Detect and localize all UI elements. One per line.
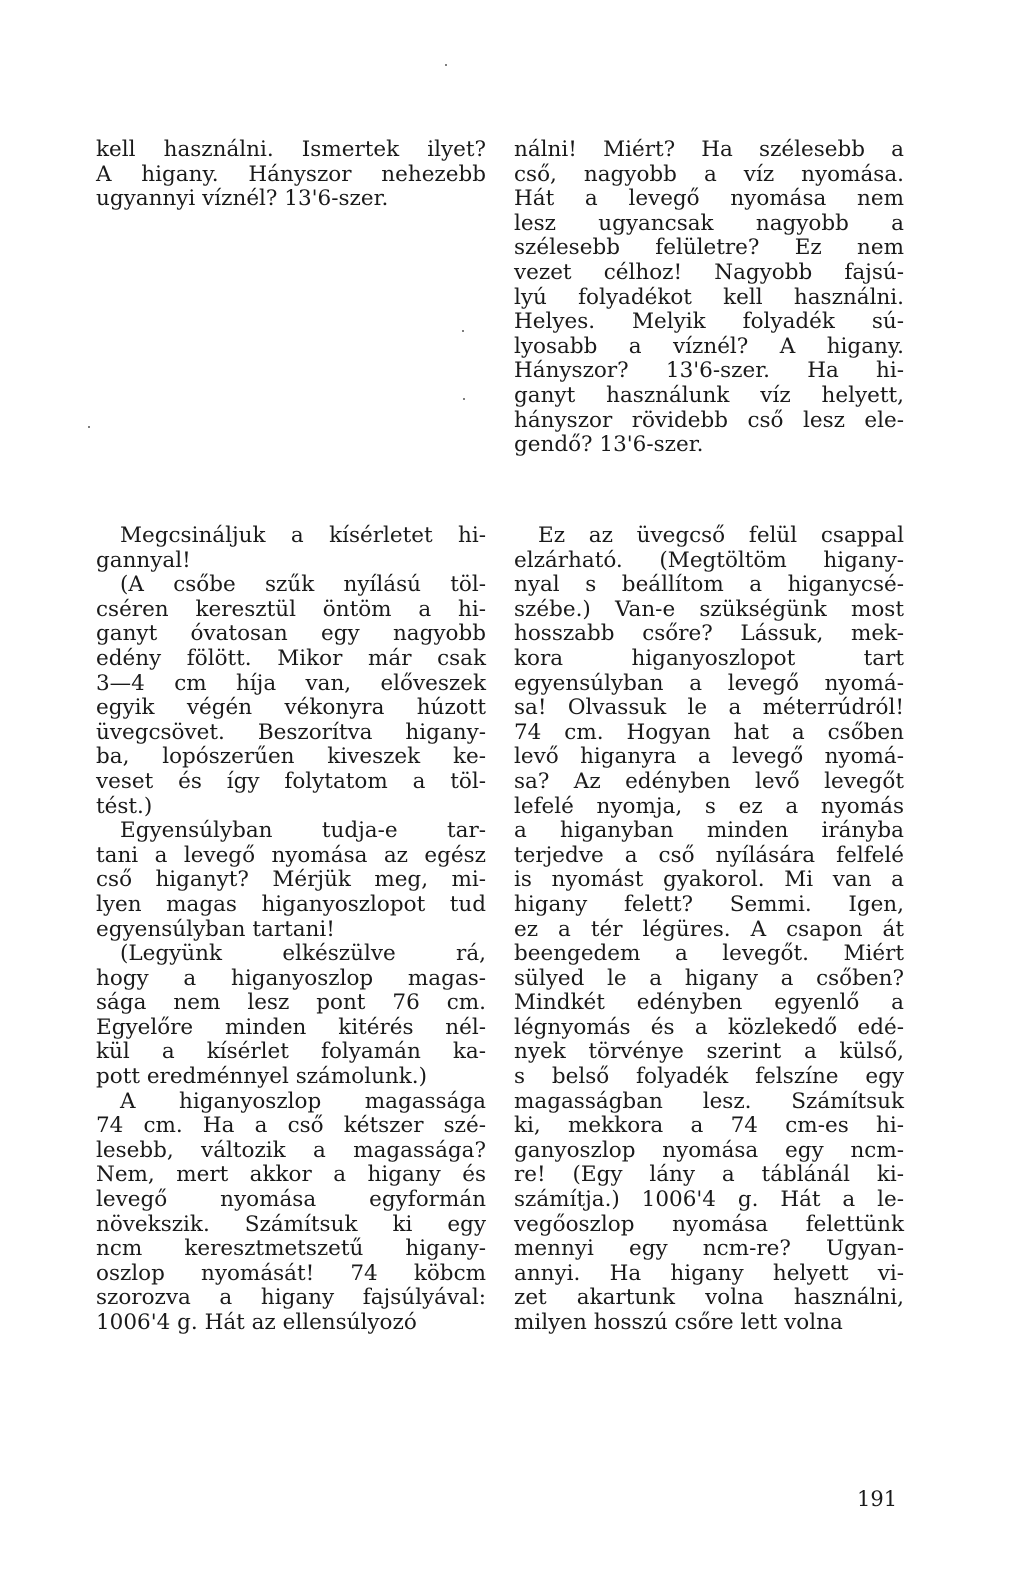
text-line: ganyt használunk víz helyett, xyxy=(514,382,904,408)
left-column-main xyxy=(96,524,486,1336)
right-column-main xyxy=(514,524,904,1336)
text-line: nyal s beállítom a higanycsé- xyxy=(514,572,904,598)
text-line: cséren keresztül öntöm a hi- xyxy=(96,596,486,622)
text-line: kell használni. Ismertek ilyet? xyxy=(96,137,486,162)
text-line: egyensúlyban tartani! xyxy=(96,916,335,942)
page-number: 191 xyxy=(857,1487,898,1511)
right-column-top xyxy=(514,138,904,458)
text-line: növekszik. Számítsuk ki egy xyxy=(96,1211,486,1237)
text-line: lesebb, változik a magassága? xyxy=(96,1137,486,1163)
text-line: oszlop nyomását! 74 köbcm xyxy=(96,1260,486,1286)
text-line: Helyes. Melyik folyadék sú- xyxy=(514,309,904,335)
text-line: sa! Olvassuk le a méterrúdról! xyxy=(514,695,904,721)
text-line: sülyed le a higany a csőben? xyxy=(514,965,904,991)
text-line: lyosabb a víznél? A higany. xyxy=(514,333,904,359)
text-line: ncm keresztmetszetű higany- xyxy=(96,1236,486,1262)
text-line: Mindkét edényben egyenlő a xyxy=(514,990,904,1016)
text-line: számítja.) 1006'4 g. Hát a le- xyxy=(514,1187,904,1213)
text-line: A higanyoszlop magassága xyxy=(120,1088,486,1114)
text-line: Ez az üvegcső felül csappal xyxy=(538,523,904,548)
text-line: mennyi egy ncm-re? Ugyan- xyxy=(514,1236,904,1262)
text-line: hosszabb csőre? Lássuk, mek- xyxy=(514,621,904,647)
text-line: ba, lopószerűen kiveszek ke- xyxy=(96,744,486,770)
text-line: higany felett? Semmi. Igen, xyxy=(514,891,904,917)
text-line: milyen hosszú csőre lett volna xyxy=(514,1310,843,1335)
text-line: levegő nyomása egyformán xyxy=(96,1187,486,1213)
text-line: kül a kísérlet folyamán ka- xyxy=(96,1039,486,1065)
text-line: s belső folyadék felszíne egy xyxy=(514,1064,904,1090)
text-line: cső, nagyobb a víz nyomása. xyxy=(514,161,904,187)
text-line: zet akartunk volna használni, xyxy=(514,1285,904,1311)
text-line: tani a levegő nyomása az egész xyxy=(96,842,486,868)
text-line: Hányszor? 13'6-szer. Ha hi- xyxy=(514,358,904,384)
text-line: szélesebb felületre? Ez nem xyxy=(514,235,904,261)
text-line: Megcsináljuk a kísérletet hi- xyxy=(120,523,486,548)
text-line: lesz ugyancsak nagyobb a xyxy=(514,210,904,236)
text-line: ganyoszlop nyomása egy ncm- xyxy=(514,1137,904,1163)
text-line: levő higanyra a levegő nyomá- xyxy=(514,744,904,770)
text-line: üvegcsövet. Beszorítva higany- xyxy=(96,719,486,745)
text-line: egyensúlyban a levegő nyomá- xyxy=(514,670,904,696)
text-line: cső higanyt? Mérjük meg, mi- xyxy=(96,867,486,893)
text-line: hogy a higanyoszlop magas- xyxy=(96,965,486,991)
text-line: ugyannyi víznél? 13'6-szer. xyxy=(96,186,389,212)
text-line: gendő? 13'6-szer. xyxy=(514,432,704,458)
text-line: egyik végén vékonyra húzott xyxy=(96,695,486,721)
text-line: ganyt óvatosan egy nagyobb xyxy=(96,621,486,647)
text-line: gannyal! xyxy=(96,547,191,573)
left-column-top xyxy=(96,138,486,212)
text-line: a higanyban minden irányba xyxy=(514,818,904,844)
text-line: lyen magas higanyoszlopot tud xyxy=(96,891,486,917)
text-line: A higany. Hányszor nehezebb xyxy=(96,161,486,187)
text-line: Hát a levegő nyomása nem xyxy=(514,186,904,212)
text-line: 74 cm. Ha a cső kétszer szé- xyxy=(96,1113,486,1139)
text-line: re! (Egy lány a táblánál ki- xyxy=(514,1162,904,1188)
text-line: szébe.) Van-e szükségünk most xyxy=(514,596,904,622)
text-line: is nyomást gyakorol. Mi van a xyxy=(514,867,904,893)
text-line: 1006'4 g. Hát az ellensúlyozó xyxy=(96,1310,417,1335)
text-line: 74 cm. Hogyan hat a csőben xyxy=(514,719,904,745)
text-line: annyi. Ha higany helyett vi- xyxy=(514,1260,904,1286)
text-line: ki, mekkora a 74 cm-es hi- xyxy=(514,1113,904,1139)
text-line: pott eredménnyel számolunk.) xyxy=(96,1064,428,1090)
text-line: hányszor rövidebb cső lesz ele- xyxy=(514,407,904,433)
text-line: sága nem lesz pont 76 cm. xyxy=(96,990,486,1016)
text-line: (A csőbe szűk nyílású töl- xyxy=(120,572,486,598)
text-line: 3—4 cm híja van, előveszek xyxy=(96,670,486,696)
text-line: edény fölött. Mikor már csak xyxy=(96,645,486,671)
text-line: magasságban lesz. Számítsuk xyxy=(514,1088,904,1114)
text-line: veset és így folytatom a töl- xyxy=(96,768,486,794)
text-line: vegőoszlop nyomása felettünk xyxy=(514,1211,904,1237)
text-line: Egyelőre minden kitérés nél- xyxy=(96,1014,486,1040)
text-line: légnyomás és a közlekedő edé- xyxy=(514,1014,904,1040)
text-line: Egyensúlyban tudja-e tar- xyxy=(120,818,486,844)
text-line: kora higanyoszlopot tart xyxy=(514,645,904,671)
text-line: tést.) xyxy=(96,793,153,819)
text-line: elzárható. (Megtöltöm higany- xyxy=(514,547,904,573)
print-speck xyxy=(463,398,465,400)
text-line: ez a tér légüres. A csapon át xyxy=(514,916,904,942)
text-line: terjedve a cső nyílására felfelé xyxy=(514,842,904,868)
print-speck xyxy=(462,330,464,332)
print-speck xyxy=(445,64,447,66)
text-line: (Legyünk elkészülve rá, xyxy=(120,941,486,967)
text-line: beengedem a levegőt. Miért xyxy=(514,941,904,967)
text-line: lyú folyadékot kell használni. xyxy=(514,284,904,310)
text-line: sa? Az edényben levő levegőt xyxy=(514,768,904,794)
text-line: nyek törvénye szerint a külső, xyxy=(514,1039,904,1065)
text-line: szorozva a higany fajsúlyával: xyxy=(96,1285,486,1311)
text-line: nálni! Miért? Ha szélesebb a xyxy=(514,137,904,162)
text-line: vezet célhoz! Nagyobb fajsú- xyxy=(514,259,904,285)
print-speck xyxy=(88,426,90,428)
text-line: lefelé nyomja, s ez a nyomás xyxy=(514,793,904,819)
text-line: Nem, mert akkor a higany és xyxy=(96,1162,486,1188)
